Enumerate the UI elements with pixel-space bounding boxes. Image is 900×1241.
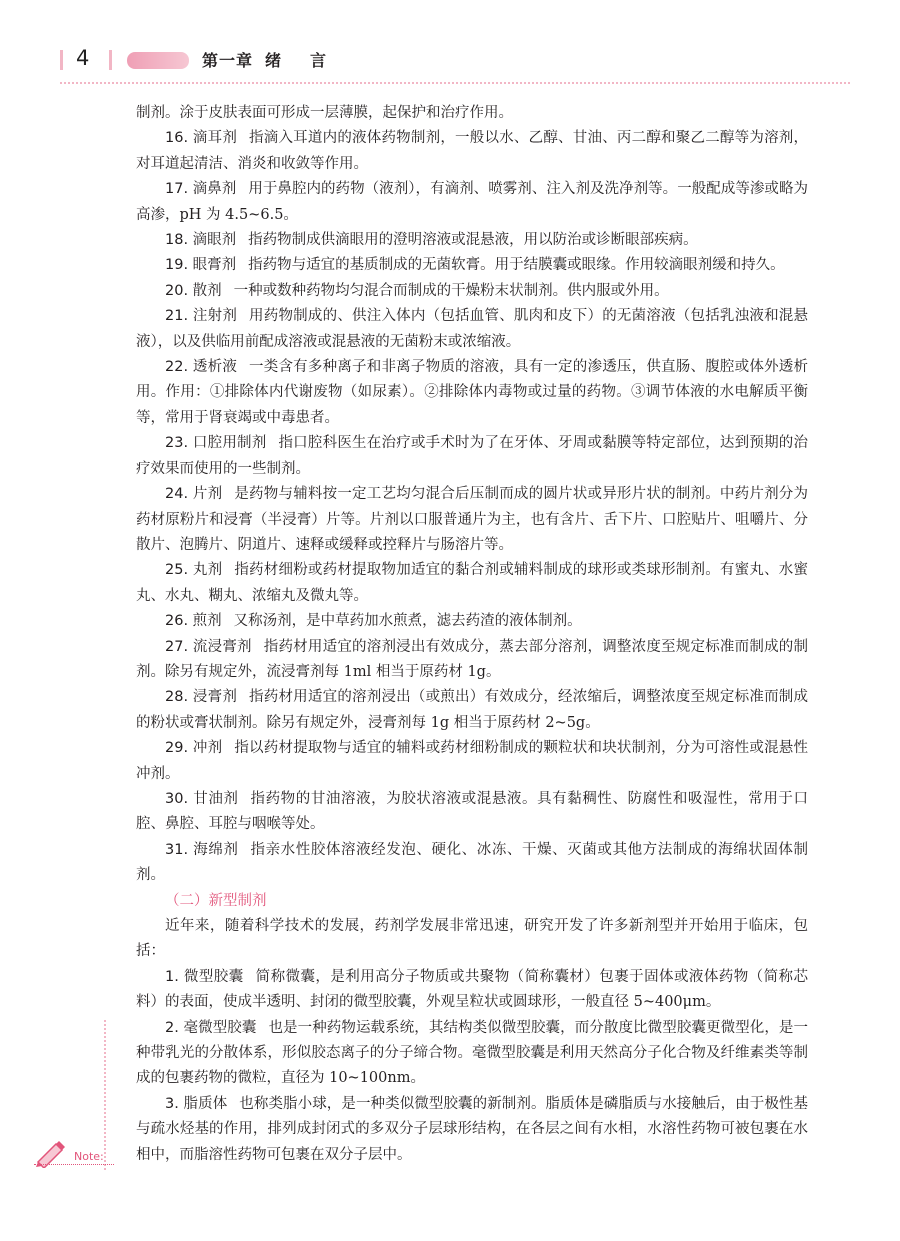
entry-term: 21. 注射剂 [165,308,238,325]
entry-term: 19. 眼膏剂 [165,257,237,274]
entry-term: 20. 散剂 [165,282,222,299]
header-decoration-pill [127,52,189,69]
dosage-form-entry [136,685,808,736]
dosage-form-entry [136,736,808,787]
chapter-title-char: 绪 [265,51,283,70]
chapter-title [202,48,327,71]
note-underline [34,1164,114,1165]
entry-term: 25. 丸剂 [165,562,223,579]
dosage-form-entry [136,609,808,634]
entry-term: 26. 煎剂 [165,613,222,630]
header-accent-bar [109,50,112,70]
entry-term: 28. 浸膏剂 [165,689,238,706]
entry-definition: 一类含有多种离子和非离子物质的溶液，具有一定的渗透压，供直肠、腹腔或体外透析用。作用：①排除体内代谢废物（如尿素）。②排除体内毒物或过量的药物。③调节体液的水电解质平衡等，常用于肾衰竭或中毒患者。 [136,359,808,426]
entry-definition: 指药材用适宜的溶剂浸出（或煎出）有效成分，经浓缩后，调整浓度至规定标准而制成的粉状或膏状制剂。除另有规定外，浸膏剂每 1g 相当于原药材 2~5g。 [136,689,808,731]
continuation-paragraph: 制剂。涂于皮肤表面可形成一层薄膜，起保护和治疗作用。 [136,105,513,121]
margin-note [34,1138,124,1174]
entry-definition: 也称类脂小球，是一种类似微型胶囊的新制剂。脂质体是磷脂质与水接触后，由于极性基与疏水烃基的作用，排列成封闭式的多双分子层球形结构，在各层之间有水相，水溶性药物可被包裹在水相中，而脂溶性药物可包裹在双分子层中。 [136,1095,808,1163]
dosage-form-entry [136,228,808,253]
new-dosage-form-entry [136,1092,808,1168]
entry-term: 3. 脂质体 [165,1095,228,1112]
dosage-form-entry [136,838,808,889]
dosage-form-entry [136,635,808,686]
dosage-form-entry [136,482,808,558]
entry-term: 29. 冲剂 [165,740,223,757]
dosage-form-entry [136,431,808,482]
new-dosage-form-entry [136,965,808,1016]
entry-term: 24. 片剂 [165,486,223,503]
dosage-form-entry [136,787,808,838]
dosage-form-entry [136,177,808,228]
entry-definition: 指药材细粉或药材提取物加适宜的黏合剂或辅料制成的球形或类球形制剂。有蜜丸、水蜜丸、水丸、糊丸、浓缩丸及微丸等。 [136,562,809,604]
entry-term: 27. 流浸膏剂 [165,638,252,655]
dosage-form-entry [136,279,808,304]
header-accent-bar [60,50,63,70]
entry-definition: 简称微囊，是利用高分子物质或共聚物（简称囊材）包裹于固体或液体药物（简称芯料）的表面，使成半透明、封闭的微型胶囊，外观呈粒状或圆球形，一般直径 5~400μm。 [136,968,808,1011]
entry-definition: 指药物制成供滴眼用的澄明溶液或混悬液，用以防治或诊断眼部疾病。 [248,232,698,249]
header-rule [60,82,850,84]
entry-definition: 指亲水性胶体溶液经发泡、硬化、冰冻、干燥、灭菌或其他方法制成的海绵状固体制剂。 [136,841,809,884]
entry-term: 17. 滴鼻剂 [165,181,237,198]
section-heading: （二）新型制剂 [165,892,267,909]
dosage-form-entry [136,253,808,278]
entry-term: 18. 滴眼剂 [165,232,237,249]
entry-term: 2. 毫微型胶囊 [165,1019,257,1036]
page-number: 4 [76,46,90,70]
chapter-label: 第一章 [202,51,254,70]
dosage-form-entry [136,126,808,177]
chapter-title-char: 言 [310,51,328,70]
entry-term: 16. 滴耳剂 [165,130,238,147]
entry-definition: 指口腔科医生在治疗或手术时为了在牙体、牙周或黏膜等特定部位，达到预期的治疗效果而使用的一些制剂。 [136,435,809,477]
dosage-form-entry [136,304,808,355]
entry-definition: 也是一种药物运载系统，其结构类似微型胶囊，而分散度比微型胶囊更微型化，是一种带乳光的分散体系，形似胶态离子的分子缔合物。毫微型胶囊是利用天然高分子化合物及纤维素类等制成的包裹药物的微粒，直径为 10~100nm。 [136,1019,808,1087]
entry-definition: 一种或数种药物均匀混合而制成的干燥粉末状制剂。供内服或外用。 [233,282,669,299]
new-dosage-form-entry [136,1016,808,1092]
entry-definition: 指药物的甘油溶液，为胶状溶液或混悬液。具有黏稠性、防腐性和吸湿性，常用于口腔、鼻腔、耳腔与咽喉等处。 [136,790,809,833]
entry-definition: 指药材用适宜的溶剂浸出有效成分，蒸去部分溶剂，调整浓度至规定标准而制成的制剂。除另有规定外，流浸膏剂每 1ml 相当于原药材 1g。 [136,638,808,680]
entry-definition: 指药物与适宜的基质制成的无菌软膏。用于结膜囊或眼缘。作用较滴眼剂缓和持久。 [248,257,785,274]
entry-term: 31. 海绵剂 [165,841,239,858]
entry-definition: 又称汤剂，是中草药加水煎煮，滤去药渣的液体制剂。 [233,613,582,630]
entry-definition: 是药物与辅料按一定工艺均匀混合后压制而成的圆片状或异形片状的制剂。中药片剂分为药材原粉片和浸膏（半浸膏）片等。片剂以口服普通片为主，也有含片、舌下片、口腔贴片、咀嚼片、分散片、泡腾片、阴道片、速释或缓释或控释片与肠溶片等。 [136,486,809,553]
entry-term: 23. 口腔用制剂 [165,435,267,452]
entry-definition: 指以药材提取物与适宜的辅料或药材细粉制成的颗粒状和块状制剂，分为可溶性或混悬性冲剂。 [136,740,809,782]
entry-term: 22. 透析液 [165,359,238,376]
entry-definition: 用于鼻腔内的药物（液剂），有滴剂、喷雾剂、注入剂及洗净剂等。一般配成等渗或略为高渗，pH 为 4.5~6.5。 [136,181,809,223]
entry-term: 1. 微型胶囊 [165,968,244,985]
dosage-form-entry [136,558,808,609]
page-body [136,101,808,1168]
entry-term: 30. 甘油剂 [165,790,239,807]
note-label: Note: [74,1150,104,1163]
dosage-form-entry [136,355,808,431]
entry-definition: 用药物制成的、供注入体内（包括血管、肌肉和皮下）的无菌溶液（包括乳浊液和混悬液），以及供临用前配成溶液或混悬液的无菌粉末或浓缩液。 [136,308,808,350]
section-intro-paragraph: 近年来，随着科学技术的发展，药剂学发展非常迅速，研究开发了许多新剂型并开始用于临床，包括： [136,918,808,960]
entry-definition: 指滴入耳道内的液体药物制剂，一般以水、乙醇、甘油、丙二醇和聚乙二醇等为溶剂，对耳道起清洁、消炎和收敛等作用。 [136,130,808,172]
